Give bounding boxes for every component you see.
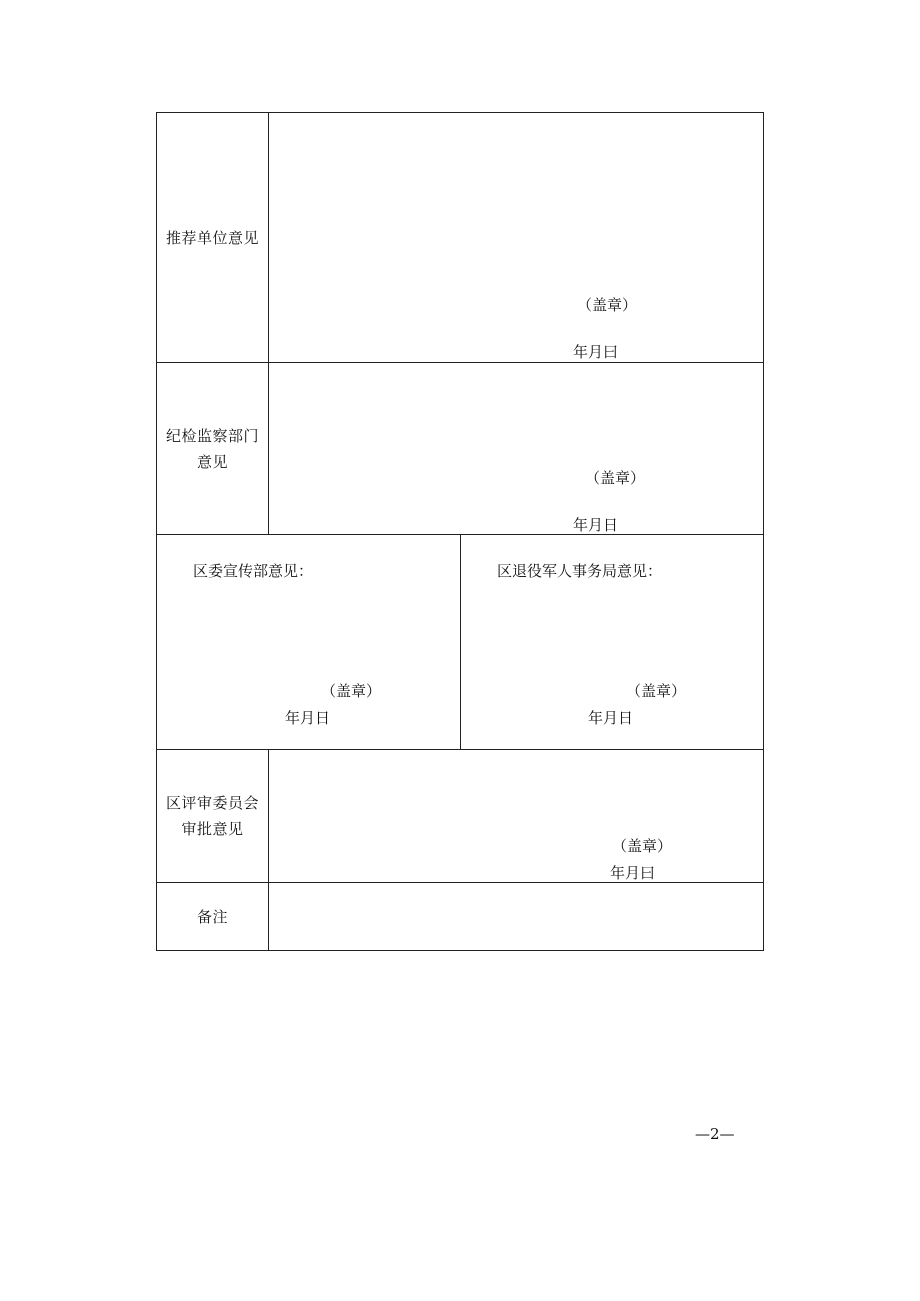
propaganda-dept-label: 区委宣传部意见：: [193, 562, 314, 580]
committee-label-line1: 区评审委员会: [165, 794, 259, 812]
remarks-field[interactable]: [269, 883, 763, 950]
row-review-committee: [157, 749, 763, 882]
discipline-seal-text: （盖章）: [585, 469, 646, 487]
veterans-opinion-field[interactable]: [461, 535, 763, 749]
committee-date-text: 年月曰: [610, 864, 656, 882]
recommend-date-text: 年月曰: [573, 343, 619, 361]
row-propaganda-veterans: [157, 534, 763, 749]
discipline-dept-label: [166, 423, 259, 475]
propaganda-seal-text: （盖章）: [321, 682, 382, 700]
propaganda-opinion-field[interactable]: [157, 535, 461, 749]
row-discipline-dept: [157, 362, 763, 534]
row-remarks: [157, 882, 763, 950]
remarks-label: 备注: [196, 907, 228, 926]
veterans-date-text: 年月日: [588, 709, 634, 727]
committee-label: [166, 790, 259, 842]
discipline-label-line1: 纪检监察部门: [165, 426, 259, 445]
discipline-opinion-field[interactable]: [269, 363, 763, 534]
veterans-bureau-label: 区退役军人事务局意见：: [497, 562, 663, 580]
discipline-label-line2: 意见: [196, 452, 228, 471]
propaganda-date-text: 年月日: [285, 709, 331, 727]
recommend-unit-label: 推荐单位意见: [165, 228, 259, 247]
committee-seal-text: （盖章）: [612, 837, 673, 855]
label-cell-remarks: [157, 883, 269, 950]
row-recommend-unit: [157, 113, 763, 362]
veterans-seal-text: （盖章）: [626, 682, 687, 700]
label-cell-discipline: [157, 363, 269, 534]
discipline-date-text: 年月日: [573, 516, 619, 534]
committee-opinion-field[interactable]: [269, 750, 763, 882]
page-number: —2—: [695, 1125, 735, 1143]
label-cell-committee: [157, 750, 269, 882]
label-cell-recommend: [157, 113, 269, 362]
recommend-opinion-field[interactable]: [269, 113, 763, 362]
committee-label-line2: 审批意见: [181, 820, 244, 838]
recommend-seal-text: （盖章）: [577, 296, 638, 314]
approval-form-table: [156, 112, 764, 951]
